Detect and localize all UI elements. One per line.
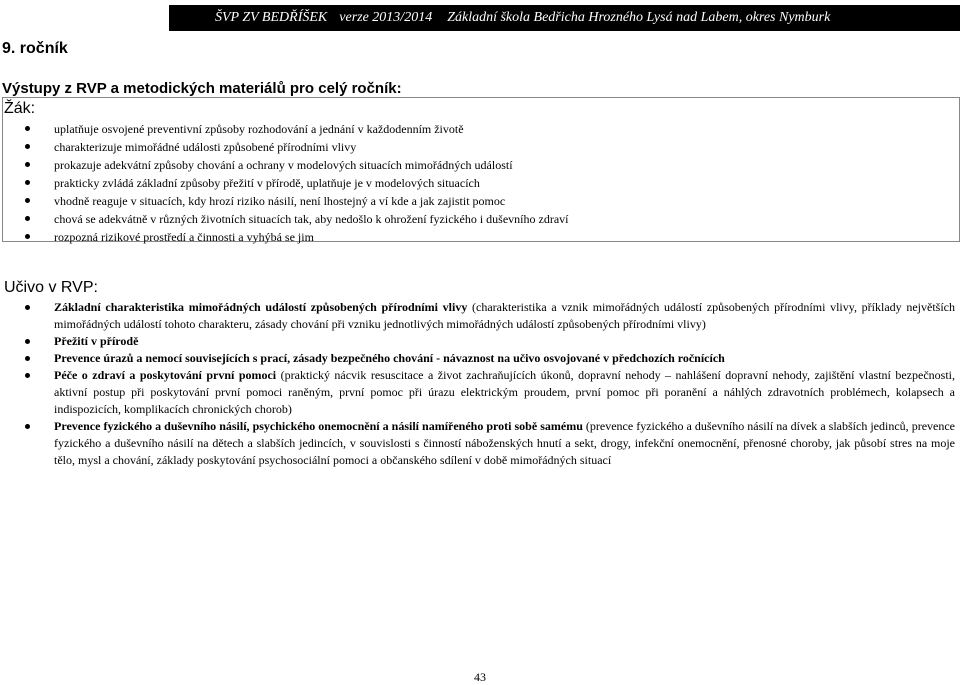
curriculum-item [25,367,955,418]
outcomes-list [25,120,569,246]
curriculum-item-bold: Prevence úrazů a nemocí souvisejících s prací, zásady bezpečného chování - návaznost na učivo osvojované v předchozích ročnících [54,351,725,365]
page-number: 43 [474,670,486,684]
curriculum-item-text: (charakteristika a vznik mimořádných událostí způsobených přírodními vlivy, příklady největších mimořádných událostí tohoto charakteru, zásady chování při vzniku jednotlivých mimořádných událostí způsobených přírodními vlivy) [54,300,956,331]
curriculum-item-bold: Prevence fyzického a duševního násilí, psychického onemocnění a násilí namířeného proti sobě samému [54,419,583,433]
outcome-item: uplatňuje osvojené preventivní způsoby rozhodování a jednání v každodenním životě [25,120,569,138]
outcome-item: vhodně reaguje v situacích, kdy hrozí riziko násilí, není lhostejný a ví kde a jak zajistit pomoc [25,192,569,210]
header-version: verze 2013/2014 [339,10,433,25]
curriculum-item-text: (prevence fyzického a duševního násilí na dívek a slabších jedinců, prevence fyzického a duševního násilí na dětech a slabších jedincích, v souvislosti s činností náboženských hnutí a sekt, drogy, infekční onemocnění, přenosné choroby, jak působí stres na moje tělo, mysl a chování, základy poskytování psychosociální pomoci a občanského sdílení v době mimořádných situací [54,419,955,467]
curriculum-item [25,418,955,469]
section-title: Výstupy z RVP a metodických materiálů pro celý ročník: [2,80,402,97]
curriculum-item [25,333,955,350]
curriculum-item-text: (praktický nácvik resuscitace a život zachraňujících úkonů, dopravní nehody – nahlášení dopravní nehody, zajištění vlastní bezpečnosti, aktivní postup při poskytování první pomoci raněným, první pomoc při úrazu elektrickým proudem, první pomoc při poranění a náhlých zdravotních problémech, kolapsech a indispozicích, komplikacích chronických chorob) [54,368,956,416]
outcome-item: chová se adekvátně v různých životních situacích tak, aby nedošlo k ohrožení fyzického i duševního zdraví [25,210,569,228]
header-program: ŠVP ZV BEDŘÍŠEK [215,10,328,25]
outcomes-label: Žák: [4,100,36,117]
header-school: Základní škola Bedřicha Hrozného Lysá nad Labem, okres Nymburk [447,10,831,25]
curriculum-item [25,299,955,333]
curriculum-list [25,299,955,469]
outcome-item: prokazuje adekvátní způsoby chování a ochrany v modelových situacích mimořádných událostí [25,156,569,174]
grade-heading: 9. ročník [2,40,68,57]
curriculum-item-bold: Základní charakteristika mimořádných událostí způsobených přírodními vlivy [54,300,468,314]
curriculum-item-bold: Přežití v přírodě [54,334,139,348]
curriculum-item [25,350,955,367]
outcome-item: rozpozná rizikové prostředí a činnosti a vyhýbá se jim [25,228,569,246]
page-header [169,5,960,31]
curriculum-label: Učivo v RVP: [4,279,98,296]
outcome-item: charakterizuje mimořádné události způsobené přírodními vlivy [25,138,569,156]
curriculum-item-bold: Péče o zdraví a poskytování první pomoci [54,368,277,382]
outcome-item: prakticky zvládá základní způsoby přežití v přírodě, uplatňuje je v modelových situacích [25,174,569,192]
